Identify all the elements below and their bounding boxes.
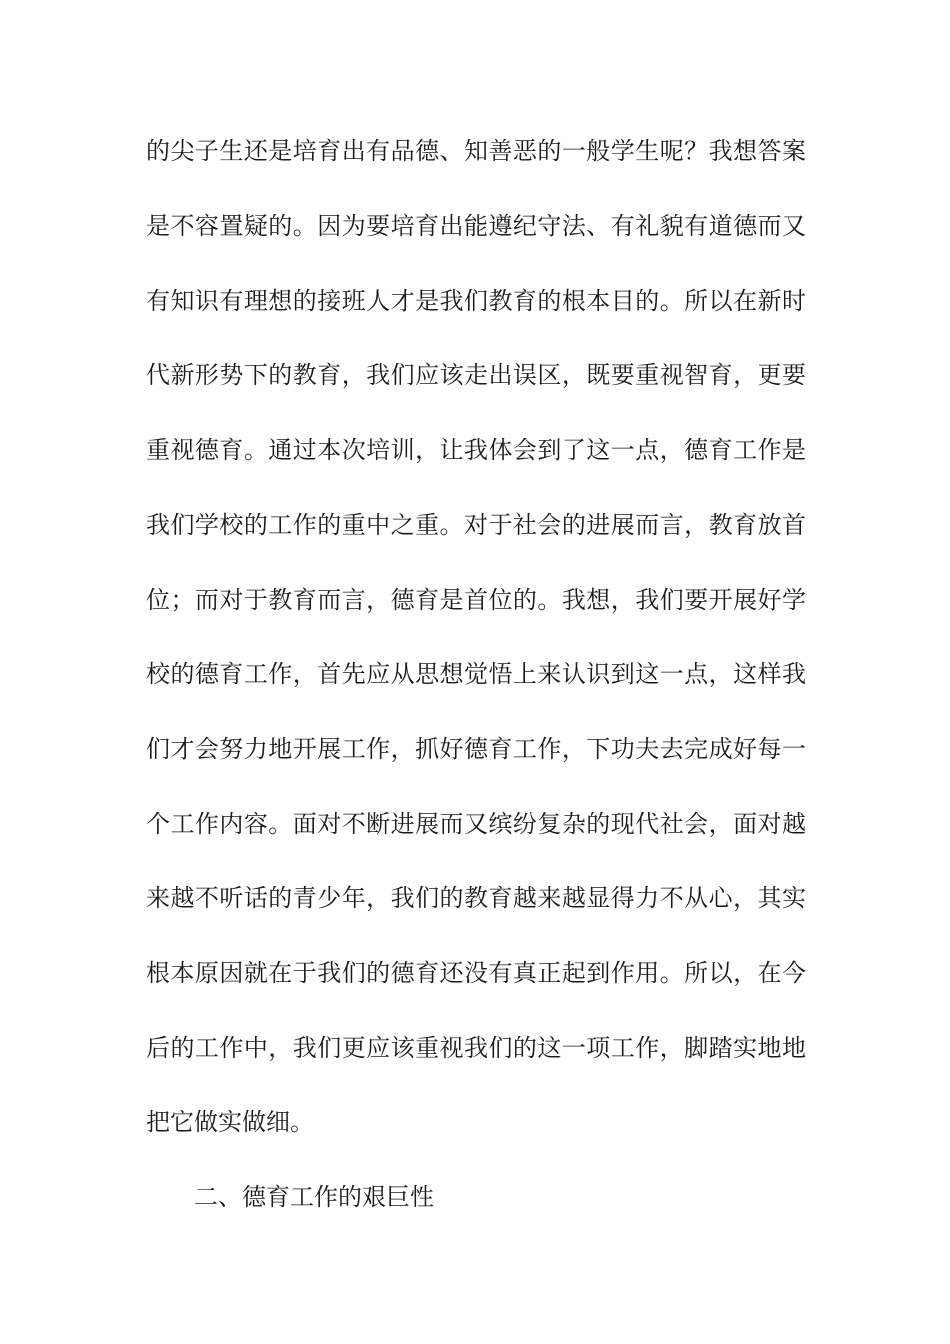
section-heading: 二、德育工作的艰巨性: [194, 1183, 434, 1211]
paragraph-line: 重视德育。通过本次培训，让我体会到了这一点，德育工作是: [146, 436, 806, 464]
paragraph-line: 位；而对于教育而言，德育是首位的。我想，我们要开展好学: [146, 586, 806, 614]
paragraph-line: 校的德育工作，首先应从思想觉悟上来认识到这一点，这样我: [146, 660, 806, 688]
paragraph-line: 后的工作中，我们更应该重视我们的这一项工作，脚踏实地地: [146, 1034, 806, 1062]
paragraph-line: 们才会努力地开展工作，抓好德育工作，下功夫去完成好每一: [146, 735, 806, 763]
paragraph-line: 个工作内容。面对不断进展而又缤纷复杂的现代社会，面对越: [146, 810, 806, 838]
paragraph-line: 的尖子生还是培育出有品德、知善恶的一般学生呢？我想答案: [146, 137, 806, 165]
paragraph-line: 根本原因就在于我们的德育还没有真正起到作用。所以，在今: [146, 959, 806, 987]
paragraph-line: 有知识有理想的接班人才是我们教育的根本目的。所以在新时: [146, 287, 806, 315]
paragraph-line: 我们学校的工作的重中之重。对于社会的进展而言，教育放首: [146, 511, 806, 539]
paragraph-line: 代新形势下的教育，我们应该走出误区，既要重视智育，更要: [146, 361, 806, 389]
paragraph-line: 是不容置疑的。因为要培育出能遵纪守法、有礼貌有道德而又: [146, 212, 806, 240]
paragraph-line: 把它做实做细。: [146, 1108, 314, 1136]
paragraph-line: 来越不听话的青少年，我们的教育越来越显得力不从心，其实: [146, 884, 806, 912]
